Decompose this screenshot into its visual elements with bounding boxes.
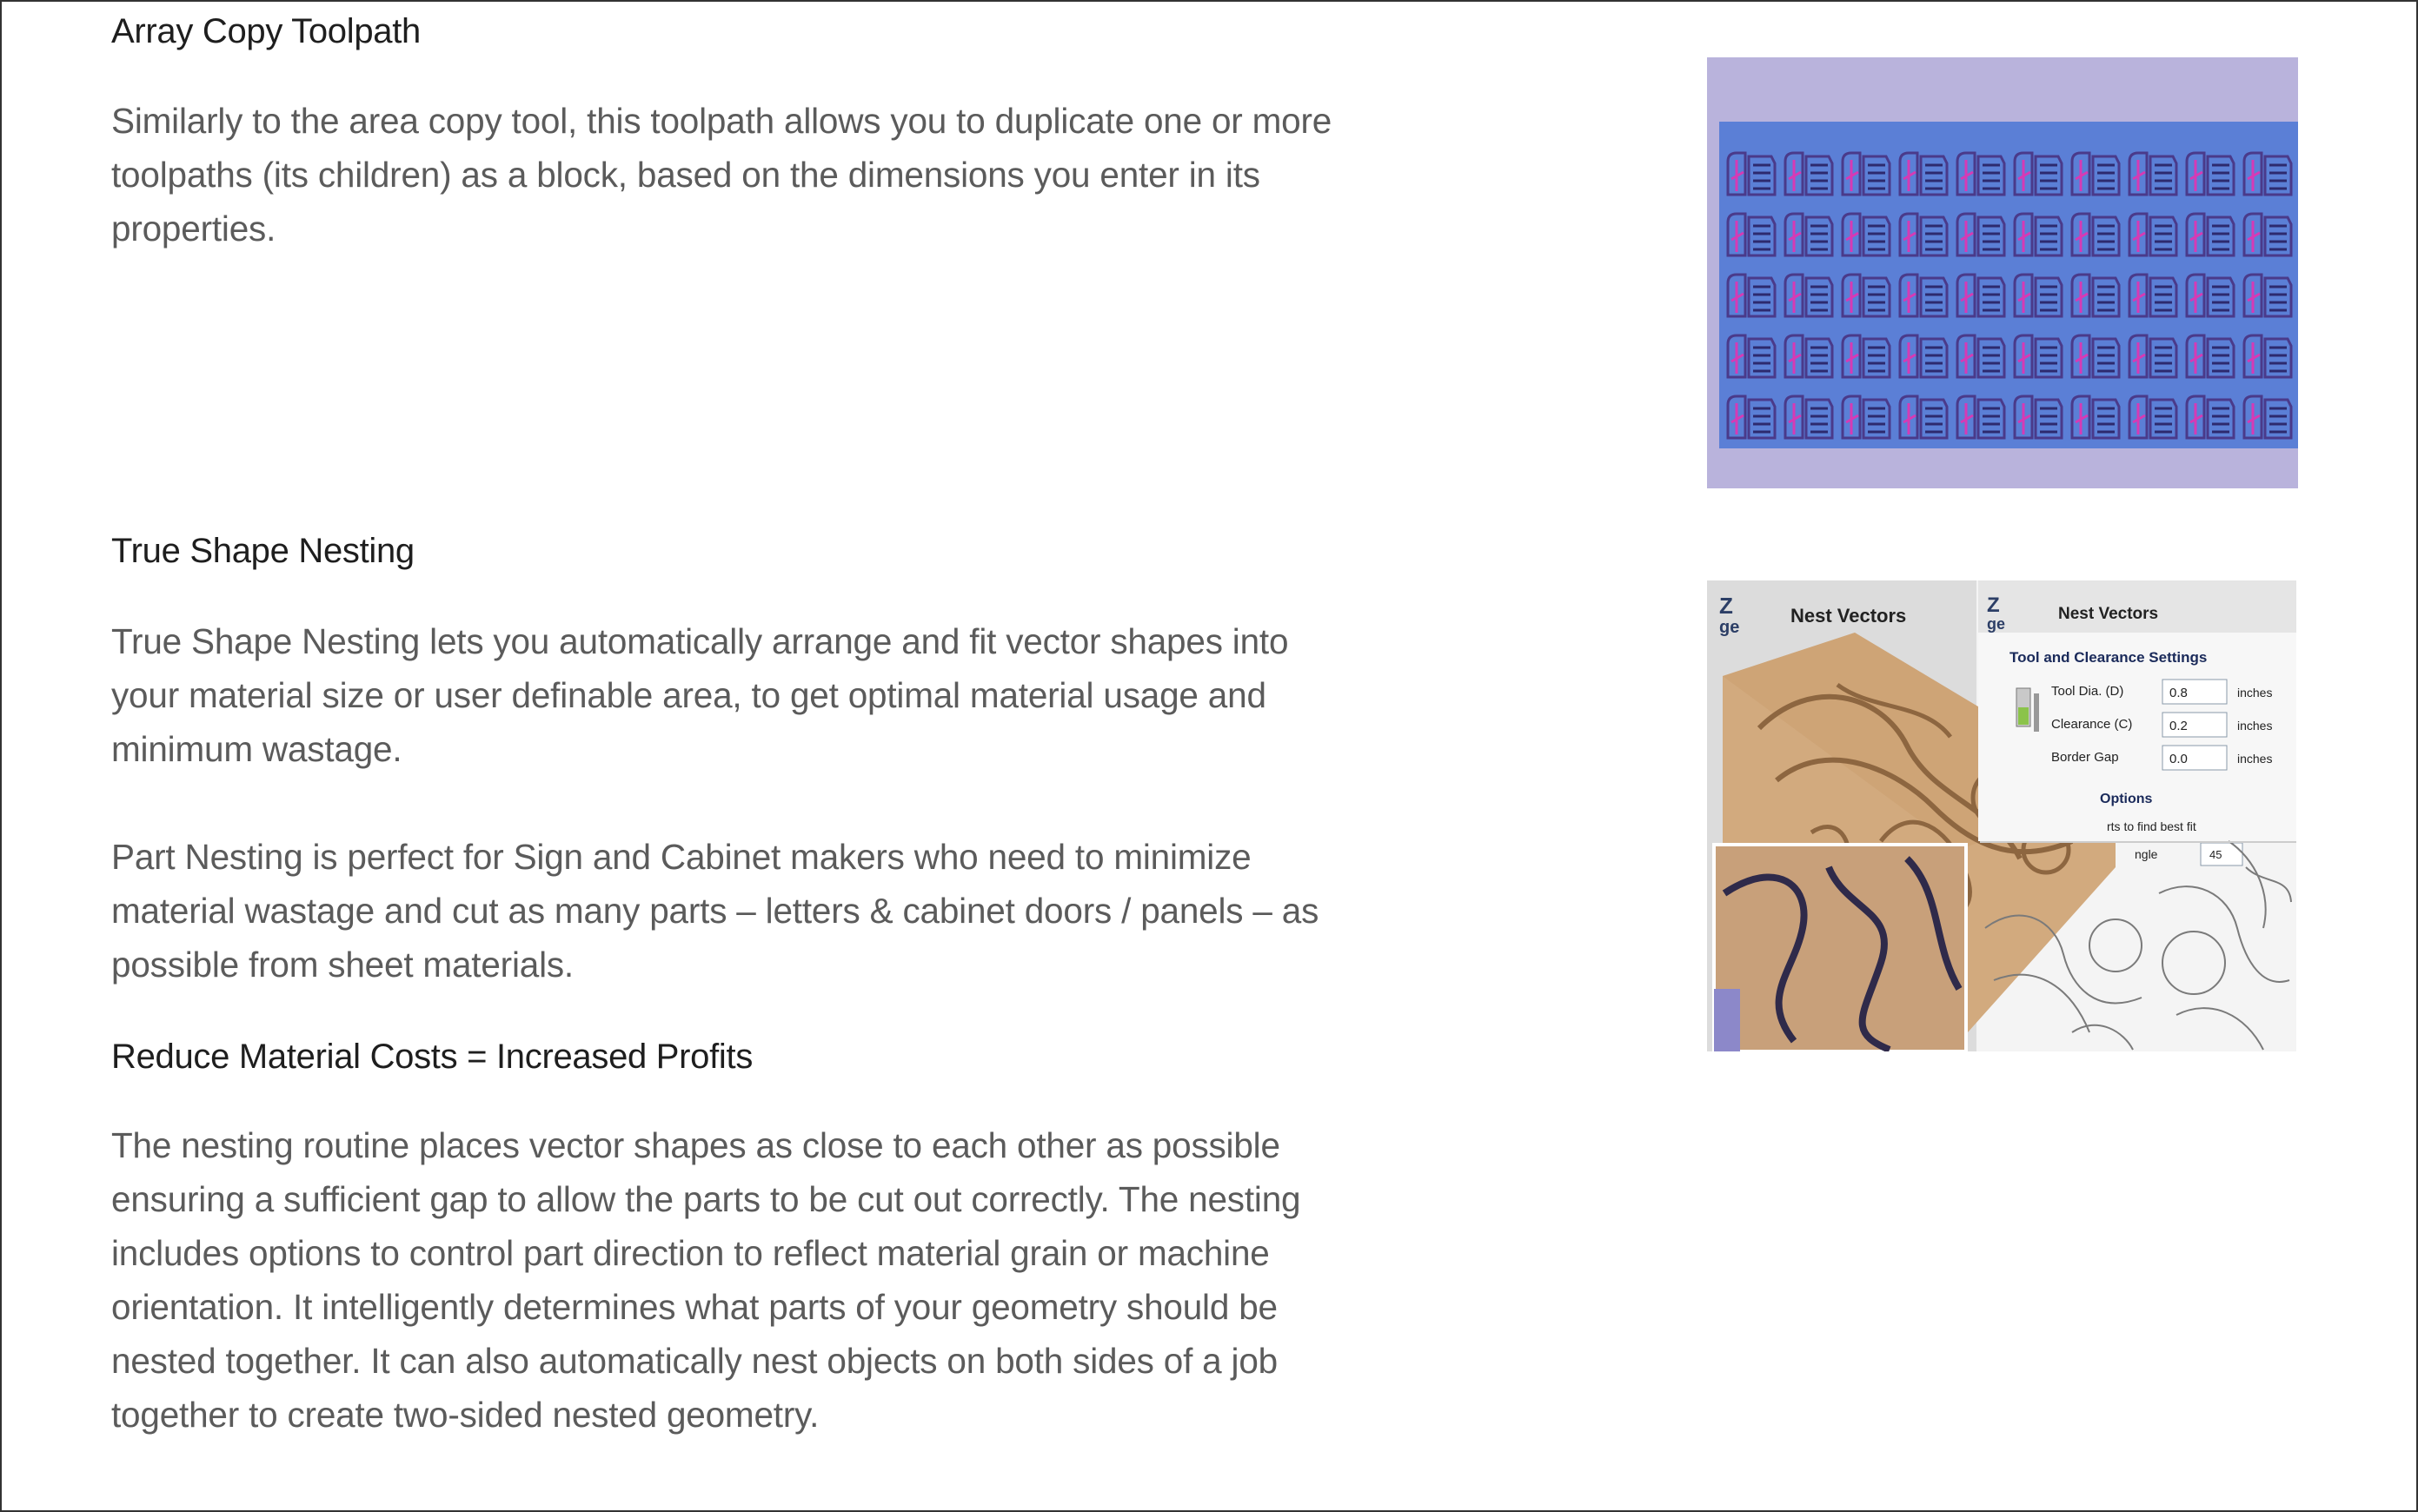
svg-text:0.0: 0.0 [2169, 752, 2188, 766]
angle-label: ngle [2135, 847, 2158, 861]
svg-text:inches: inches [2237, 719, 2273, 733]
inset-wood-photo [1714, 845, 1966, 1051]
section-heading-array-copy: Array Copy Toolpath [111, 12, 421, 50]
nest-options-label: Options [2100, 792, 2153, 806]
tool-dia-label: Tool Dia. (D) [2051, 684, 2124, 699]
best-fit-label: rts to find best fit [2107, 819, 2196, 833]
tool-diagram-icon [2016, 688, 2039, 732]
nest-vectors-screenshot [1707, 580, 2296, 1051]
section-heading-true-shape-nesting: True Shape Nesting [111, 532, 415, 570]
nest-vectors-title-right: Nest Vectors [2058, 605, 2159, 623]
svg-text:inches: inches [2237, 752, 2273, 766]
nest-vectors-title-left: Nest Vectors [1790, 605, 1907, 627]
section-heading-reduce-costs: Reduce Material Costs = Increased Profits [111, 1038, 754, 1076]
border-gap-label: Border Gap [2051, 750, 2119, 765]
array-copy-description: Similarly to the area copy tool, this toolpath allows you to duplicate one or more toolpaths (its children) as a block, based on the dimensions you enter in its properties. [111, 101, 1332, 249]
nesting-description: True Shape Nesting lets you automatically arrange and fit vector shapes into your material size or user definable area, to get optimal material usage and minimum wastage. [111, 621, 1289, 769]
svg-text:ge: ge [1987, 615, 2006, 633]
svg-text:0.8: 0.8 [2169, 686, 2188, 700]
svg-text:Z: Z [1987, 594, 2000, 617]
array-copy-screenshot [1707, 57, 2298, 488]
svg-text:ge: ge [1719, 618, 1740, 637]
part-nesting-description: Part Nesting is perfect for Sign and Cabinet makers who need to minimize material wastage and cut as many parts – letters & cabinet doors / panels – as possible from sheet materials. [111, 837, 1319, 985]
clearance-label: Clearance (C) [2051, 717, 2133, 732]
svg-text:0.2: 0.2 [2169, 719, 2188, 733]
nesting-routine-description: The nesting routine places vector shapes as close to each other as possible ensuring a sufficient gap to allow the parts to be cut out correctly. The nesting includes options to control part direction to reflect material grain or machine orientation. It intelligently determines what parts of your geometry should be nested together. It can also automatically nest objects on both sides of a job together to create two-sided nested geometry. [111, 1125, 1301, 1435]
svg-text:inches: inches [2237, 686, 2273, 700]
tool-clearance-group-label: Tool and Clearance Settings [2009, 649, 2208, 666]
svg-text:45: 45 [2209, 848, 2222, 861]
svg-text:Z: Z [1719, 593, 1733, 619]
